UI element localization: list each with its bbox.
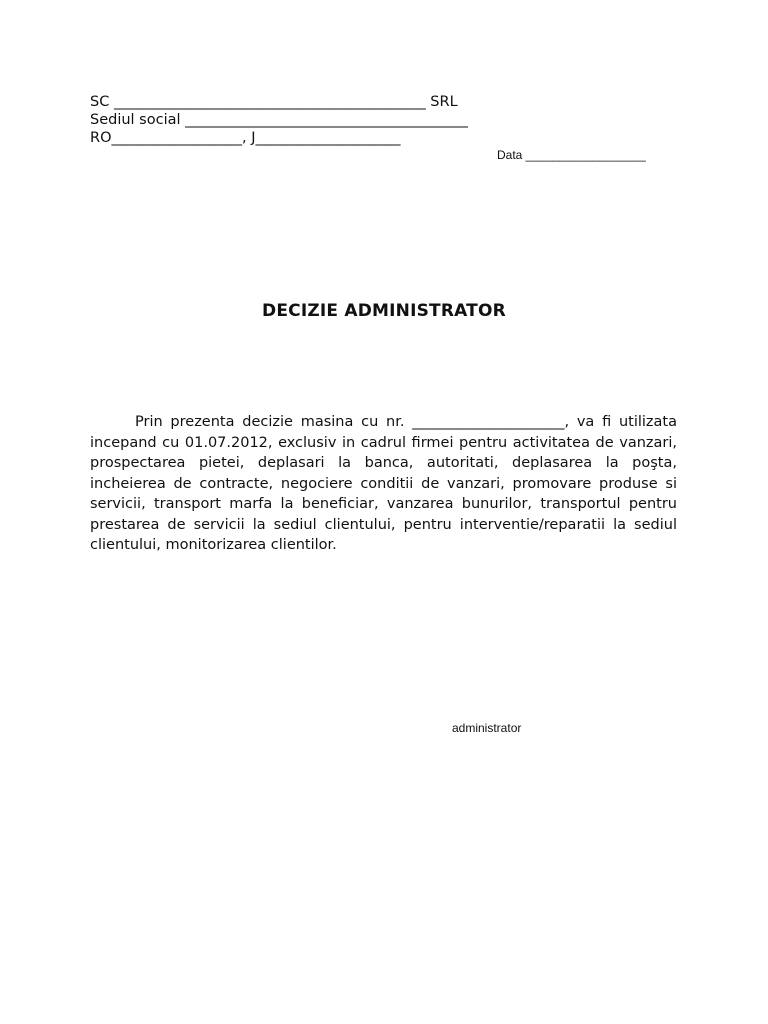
date-line: Data __________________: [497, 148, 646, 162]
document-title: DECIZIE ADMINISTRATOR: [262, 301, 506, 321]
decision-paragraph: Prin prezenta decizie masina cu nr. _____________________, va fi utilizata incepand cu 01.07.2012, exclusiv in cadrul firmei pentru activitatea de vanzari, prospectarea pietei, deplasari la banca, autoritati, deplasarea la poşta, incheierea de contracte, negociere conditii de vanzari, promovare produse si servicii, transport marfa la beneficiar, vanzarea bunurilor, transportul pentru prestarea de servicii la sediul clientului, pentru interventie/reparatii la sediul clientului, monitorizarea clientilor.: [90, 414, 677, 553]
registered-office-line: Sediul social _______________________________________: [90, 112, 468, 128]
signature-label: administrator: [452, 721, 522, 735]
registration-number-line: RO__________________, J____________________: [90, 130, 401, 146]
company-name-line: SC ___________________________________________ SRL: [90, 94, 458, 110]
